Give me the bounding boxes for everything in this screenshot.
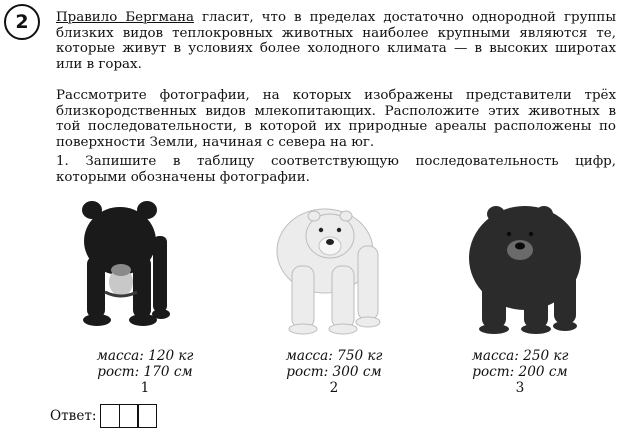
bear-1-number: 1 bbox=[140, 380, 150, 396]
bear-3-number: 3 bbox=[515, 380, 525, 396]
brown-bear-image bbox=[460, 196, 590, 336]
bear-caption-3 bbox=[440, 348, 600, 396]
polar-bear-image bbox=[270, 196, 390, 336]
answer-cell-1[interactable] bbox=[100, 404, 120, 428]
bear-caption-2 bbox=[254, 348, 414, 396]
bear-1-mass: масса: 120 кг bbox=[96, 348, 194, 364]
bear-1-height: рост: 170 см bbox=[97, 364, 193, 380]
bear-photo-3 bbox=[460, 196, 590, 336]
answer-label: Ответ: bbox=[50, 408, 97, 424]
bear-2-height: рост: 300 см bbox=[286, 364, 382, 380]
answer-table bbox=[100, 404, 157, 428]
answer-cell-2[interactable] bbox=[119, 404, 139, 428]
bergmann-rule-paragraph bbox=[56, 10, 616, 72]
bear-caption-1 bbox=[65, 348, 225, 396]
instruction-paragraph: Рассмотрите фотографии, на которых изображены представители трёх близкородственных видов млекопитающих. Расположите этих животных в той последовательности, в которой их природные ареалы расположены по поверхности Земли, начиная с севера на юг. bbox=[56, 88, 616, 150]
task-number bbox=[4, 4, 40, 40]
bear-3-height: рост: 200 см bbox=[472, 364, 568, 380]
answer-row bbox=[50, 404, 157, 428]
rule-term: Правило Бергмана bbox=[56, 10, 194, 25]
bear-photo-2 bbox=[270, 196, 390, 336]
question-paragraph: 1. Запишите в таблицу соответствующую последовательность цифр, которыми обозначены фотографии. bbox=[56, 154, 616, 185]
bear-2-number: 2 bbox=[329, 380, 339, 396]
bear-2-mass: масса: 750 кг bbox=[285, 348, 383, 364]
bear-photo-1 bbox=[75, 196, 175, 331]
task-number-label: 2 bbox=[15, 11, 29, 33]
rule-description: гласит, что в пределах достаточно однородной группы близких видов теплокровных животных наиболее крупными являются те, которые живут в условиях более холодного климата — в высоких широтах или в горах. bbox=[56, 10, 616, 72]
bear-3-mass: масса: 250 кг bbox=[471, 348, 569, 364]
answer-cell-3[interactable] bbox=[137, 404, 157, 428]
black-bear-image bbox=[75, 196, 175, 331]
